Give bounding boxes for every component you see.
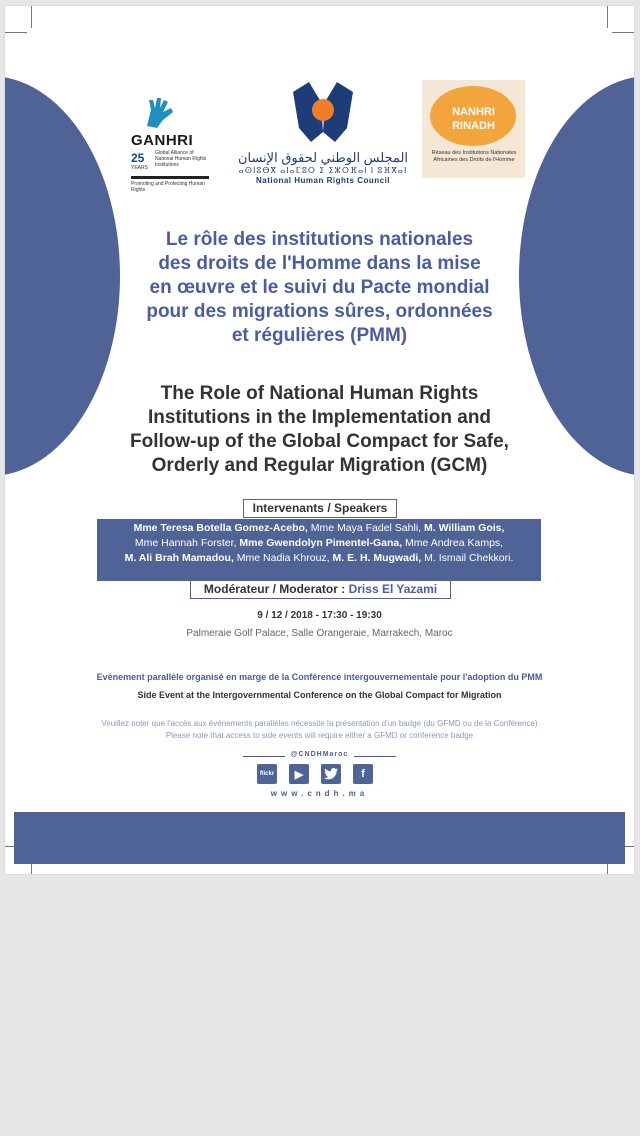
title-french-line: et régulières (PMM)	[231, 325, 408, 346]
title-english-line: Institutions in the Implementation and	[147, 407, 492, 428]
title-english-line: The Role of National Human Rights	[160, 383, 479, 404]
title-english	[5, 382, 634, 478]
ganhri-subtitle: Global Alliance of National Human Rights Institutions	[155, 150, 207, 168]
rinadh-name: RINADH	[452, 120, 495, 132]
side-event-french: Evénement parallèle organisé en marge de la Conférence intergouvernementale pour l'adoption du PMM	[96, 672, 543, 682]
speaker-name: Mme Teresa Botella Gomez-Acebo,	[133, 522, 308, 534]
moderator-caption: Modérateur / Moderator :	[203, 582, 349, 596]
title-french	[5, 228, 634, 348]
speaker-name: Mme Gwendolyn Pimentel-Gana,	[236, 537, 403, 549]
title-french-line: Le rôle des institutions nationales	[165, 229, 474, 250]
ganhri-name: GANHRI	[131, 132, 194, 149]
cndh-logo	[233, 82, 413, 186]
speakers-list	[97, 519, 541, 581]
title-french-line: des droits de l'Homme dans la mise	[158, 253, 481, 274]
twitter-icon[interactable]	[321, 764, 341, 784]
flickr-icon[interactable]: flickr	[257, 764, 277, 784]
social-icons	[257, 764, 385, 786]
badge-note-english: Please note that access to side events will require either a GFMD or conference badge	[165, 731, 474, 740]
speaker-name: M. E. H. Mugwadi,	[329, 552, 422, 564]
bottom-band	[14, 812, 625, 864]
speakers-label: Intervenants / Speakers	[243, 499, 397, 518]
cndh-arabic-name: المجلس الوطني لحقوق الإنسان	[237, 150, 409, 165]
divider	[354, 756, 396, 757]
website-link[interactable]: www.cndh.ma	[270, 789, 369, 798]
youtube-icon[interactable]: ▶	[289, 764, 309, 784]
nanhri-name: NANHRI	[452, 106, 495, 118]
hand-icon	[141, 96, 175, 132]
title-english-line: Follow-up of the Global Compact for Safe,	[130, 431, 509, 452]
cndh-english-name: National Human Rights Council	[255, 176, 391, 185]
moderator-name: Driss El Yazami	[348, 582, 438, 596]
twitter-bird-icon	[324, 768, 338, 780]
event-flyer	[5, 6, 634, 874]
social-handle: @CNDHMaroc	[290, 751, 349, 758]
speaker-name: M. William Gois,	[421, 522, 505, 534]
title-french-line: pour des migrations sûres, ordonnées	[146, 301, 493, 322]
ganhri-years-label: YEARS	[131, 165, 148, 171]
speaker-name: Mme Nadia Khrouz,	[233, 552, 330, 564]
event-venue: Palmeraie Golf Palace, Salle Orangeraie, Marrakech, Maroc	[186, 628, 453, 639]
moderator-label	[190, 580, 451, 599]
speaker-name: M. Ismail Chekkori.	[421, 552, 514, 564]
side-event-english: Side Event at the Intergovernmental Conference on the Global Compact for Migration	[137, 690, 502, 700]
crop-mark	[31, 6, 32, 28]
partner-logos	[5, 78, 634, 193]
ganhri-years: 25	[131, 151, 145, 165]
ganhri-bar	[131, 176, 209, 179]
title-french-line: en œuvre et le suivi du Pacte mondial	[149, 277, 490, 298]
badge-note-french: Veuillez noter que l'accès aux événements parallèles nécessite la présentation d'un badge (du GFMD ou de la Conférence)	[101, 719, 538, 728]
facebook-icon[interactable]: f	[353, 764, 373, 784]
cndh-emblem-icon	[291, 82, 355, 146]
title-english-line: Orderly and Regular Migration (GCM)	[151, 455, 488, 476]
crop-mark	[5, 32, 27, 33]
nanhri-subtitle: Réseau des Institutions Nationales Africaines des Droits de l'Homme	[431, 150, 517, 163]
speaker-name: M. Ali Brah Mamadou,	[124, 552, 234, 564]
event-date: 9 / 12 / 2018 - 17:30 - 19:30	[257, 610, 382, 621]
nanhri-logo	[422, 80, 525, 178]
crop-mark	[612, 32, 634, 33]
crop-mark	[607, 6, 608, 28]
speaker-name: Mme Maya Fadel Sahli,	[307, 522, 422, 534]
speaker-name: Mme Hannah Forster,	[134, 537, 237, 549]
ganhri-logo	[127, 94, 212, 193]
cndh-tifinagh-name: ⴰⵙⵏⵓⴱⴳ ⴰⵏⴰⵎⵓⵔ ⵉ ⵉⵣⵔⴼⴰⵏ ⵏ ⵓⴼⴳⴰⵏ	[238, 166, 408, 175]
ganhri-tagline: Promoting and Protecting Human Rights	[131, 181, 205, 193]
speaker-name: Mme Andrea Kamps,	[402, 537, 504, 549]
